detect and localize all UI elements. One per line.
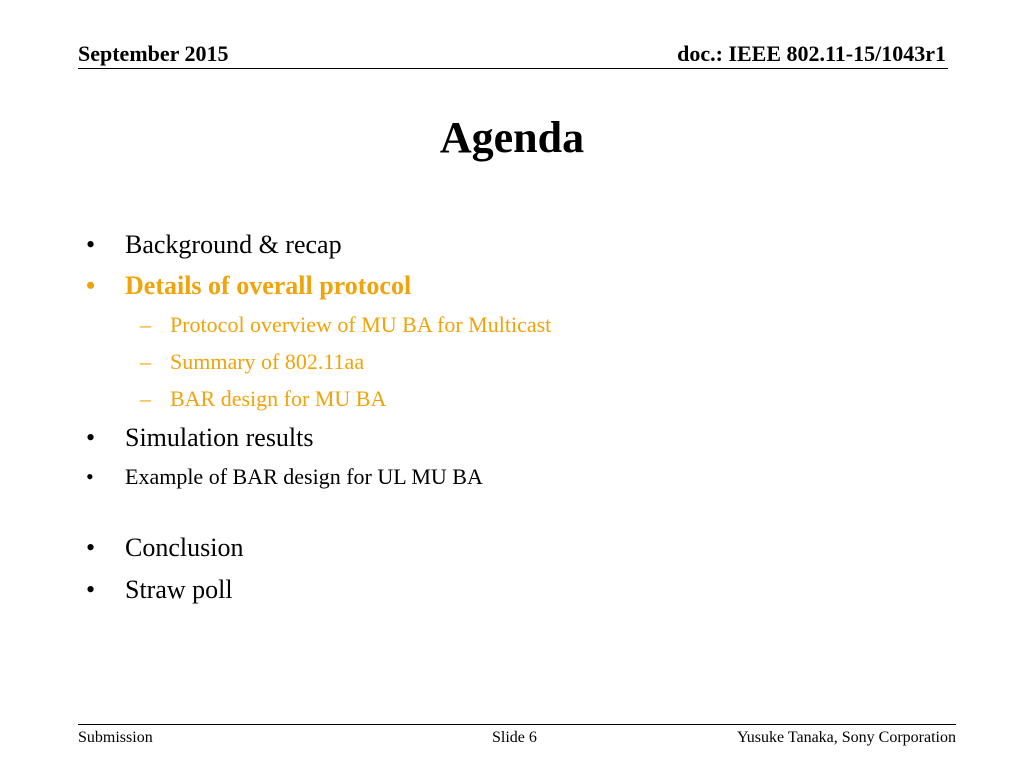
bullet-dot-icon: • <box>86 423 96 452</box>
agenda-item-text: Straw poll <box>125 575 233 604</box>
agenda-item-text: Conclusion <box>125 533 244 562</box>
slide-title: Agenda <box>439 113 585 162</box>
agenda-item-text: Simulation results <box>125 423 314 452</box>
bullet-dash-icon: – <box>140 386 151 411</box>
agenda-subitem-text: Summary of 802.11aa <box>170 349 365 374</box>
agenda-item-text: Details of overall protocol <box>125 271 412 300</box>
bullet-dot-icon: • <box>86 575 96 604</box>
header-doc-id: doc.: IEEE 802.11-15/1043r1 <box>677 41 946 66</box>
bullet-dot-icon: • <box>86 230 96 259</box>
bullet-dot-icon: • <box>86 271 96 300</box>
bullet-dash-icon: – <box>140 312 151 337</box>
footer-rule <box>78 724 956 725</box>
footer-author: Yusuke Tanaka, Sony Corporation <box>737 729 956 746</box>
header-date: September 2015 <box>78 41 229 66</box>
bullet-dot-icon: • <box>86 464 94 489</box>
footer-slide-number: Slide 6 <box>492 729 537 746</box>
agenda-subitem-text: BAR design for MU BA <box>170 386 387 411</box>
agenda-item-text: Example of BAR design for UL MU BA <box>125 464 483 489</box>
agenda-item-text: Background & recap <box>125 230 342 259</box>
agenda-subitem-text: Protocol overview of MU BA for Multicast <box>170 312 552 337</box>
bullet-dash-icon: – <box>140 349 151 374</box>
footer-submission: Submission <box>78 729 153 746</box>
bullet-dot-icon: • <box>86 533 96 562</box>
